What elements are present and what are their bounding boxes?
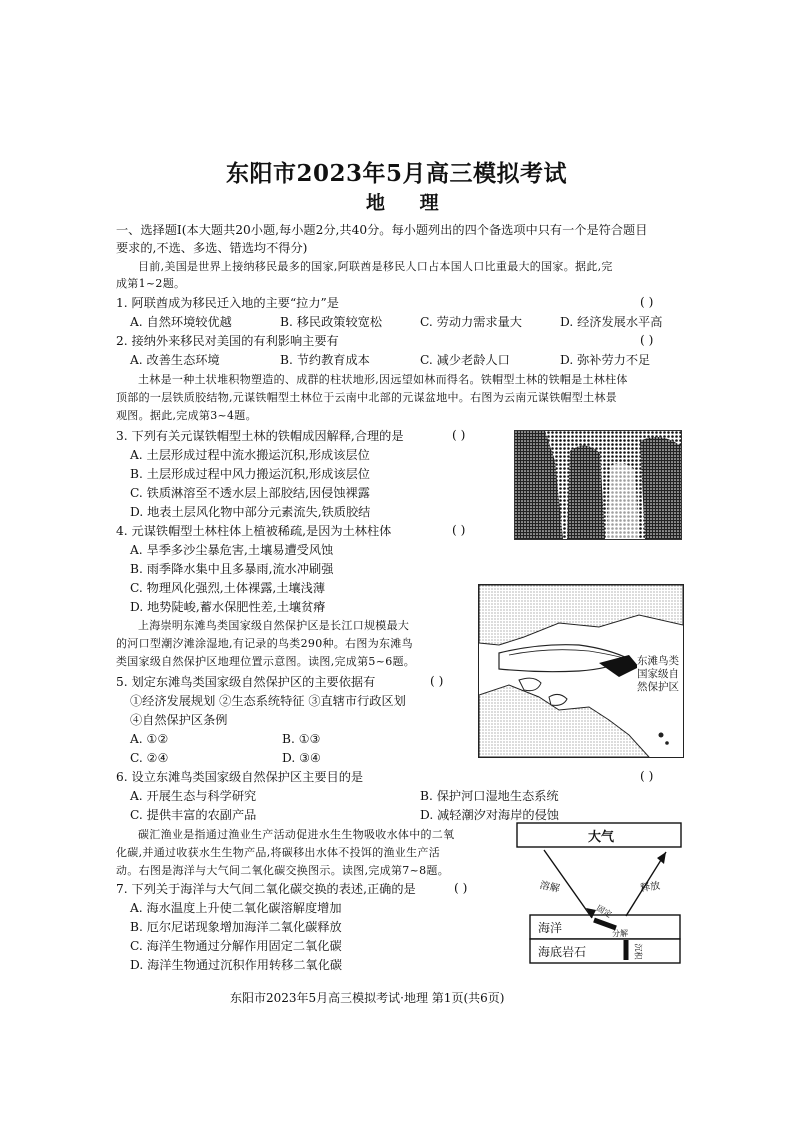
q4-option-a[interactable]: A. 旱季多沙尘暴危害,土壤易遭受风蚀 — [130, 543, 334, 557]
dissolve-label: 溶解 — [538, 879, 561, 895]
q5-items-line1: ①经济发展规划 ②生态系统特征 ③直辖市行政区划 — [130, 694, 406, 708]
map-reserve-label — [637, 655, 679, 694]
atmosphere-label: 大气 — [588, 830, 615, 845]
passage3-line2: 的河口型潮汐滩涂湿地,有记录的鸟类290种。右图为东滩鸟 — [116, 637, 413, 650]
q2-answer-blank[interactable]: ( ) — [640, 333, 654, 347]
seabed-label: 海底岩石 — [538, 945, 587, 959]
q3-answer-blank[interactable]: ( ) — [452, 428, 466, 442]
decompose-label: 分解 — [612, 929, 628, 938]
q7-option-b[interactable]: B. 厄尔尼诺现象增加海洋二氧化碳释放 — [130, 920, 342, 934]
map-label-line3: 然保护区 — [637, 681, 679, 693]
q6-option-a[interactable]: A. 开展生态与科学研究 — [130, 789, 257, 803]
passage2-line1: 土林是一种土状堆积物塑造的、成群的柱状地形,因远望如林而得名。铁帽型土林的铁帽是土林柱体 — [138, 373, 628, 386]
q5-stem: 5. 划定东滩鸟类国家级自然保护区的主要依据有 — [116, 675, 376, 689]
q2-option-d[interactable]: D. 弥补劳力不足 — [560, 353, 651, 367]
passage1-line1: 目前,美国是世界上接纳移民最多的国家,阿联酋是移民人口占本国人口比重最大的国家。据此,完 — [138, 260, 613, 273]
q7-option-c[interactable]: C. 海洋生物通过分解作用固定二氧化碳 — [130, 939, 342, 953]
q5-option-a[interactable]: A. ①② — [130, 732, 169, 746]
q6-answer-blank[interactable]: ( ) — [640, 769, 654, 783]
q4-answer-blank[interactable]: ( ) — [452, 523, 466, 537]
q2-option-b[interactable]: B. 节约教育成本 — [280, 353, 370, 367]
dongtan-location-map — [478, 584, 684, 758]
page-footer: 东阳市2023年5月高三模拟考试·地理 第1页(共6页) — [230, 991, 505, 1005]
q5-option-b[interactable]: B. ①③ — [282, 732, 321, 746]
q6-option-d[interactable]: D. 减轻潮汐对海岸的侵蚀 — [420, 808, 559, 822]
q3-option-d[interactable]: D. 地表土层风化物中部分元素流失,铁质胶结 — [130, 505, 371, 519]
q1-stem: 1. 阿联酋成为移民迁入地的主要“拉力”是 — [116, 296, 339, 310]
q3-stem: 3. 下列有关元谋铁帽型土林的铁帽成因解释,合理的是 — [116, 429, 404, 443]
q5-items-line2: ④自然保护区条例 — [130, 713, 228, 727]
passage4-line2: 化碳,并通过收获水生生物产品,将碳移出水体不投饵的渔业生产活 — [116, 846, 440, 859]
section-instructions-line1: 一、选择题Ⅰ(本大题共20小题,每小题2分,共40分。每小题列出的四个备选项中只有一个是符合题目 — [116, 223, 648, 237]
passage1-line2: 成第1~2题。 — [116, 277, 186, 290]
passage2-line3: 观图。据此,完成第3~4题。 — [116, 409, 257, 422]
passage4-line3: 动。右图是海洋与大气间二氧化碳交换图示。读图,完成第7~8题。 — [116, 864, 450, 877]
passage4-line1: 碳汇渔业是指通过渔业生产活动促进水生生物吸收水体中的二氧 — [138, 828, 455, 841]
q6-stem: 6. 设立东滩鸟类国家级自然保护区主要目的是 — [116, 770, 364, 784]
q7-answer-blank[interactable]: ( ) — [454, 881, 468, 895]
q4-option-d[interactable]: D. 地势陡峻,蓄水保肥性差,土壤贫瘠 — [130, 600, 326, 614]
q5-option-d[interactable]: D. ③④ — [282, 751, 321, 765]
q3-option-b[interactable]: B. 土层形成过程中风力搬运沉积,形成该层位 — [130, 467, 370, 481]
map-label-line2: 国家级自 — [637, 668, 679, 680]
ocean-label: 海洋 — [538, 921, 563, 935]
passage3-line1: 上海崇明东滩鸟类国家级自然保护区是长江口规模最大 — [138, 619, 410, 632]
q4-stem: 4. 元谋铁帽型土林柱体上植被稀疏,是因为土林柱体 — [116, 524, 392, 538]
q6-option-b[interactable]: B. 保护河口湿地生态系统 — [420, 789, 559, 803]
q5-answer-blank[interactable]: ( ) — [430, 674, 444, 688]
carbon-exchange-diagram — [516, 822, 682, 974]
q1-answer-blank[interactable]: ( ) — [640, 295, 654, 309]
q3-option-c[interactable]: C. 铁质淋溶至不透水层上部胶结,因侵蚀裸露 — [130, 486, 370, 500]
deposit-label: 沉积 — [633, 943, 643, 960]
q1-option-a[interactable]: A. 自然环境较优越 — [130, 315, 232, 329]
q2-option-a[interactable]: A. 改善生态环境 — [130, 353, 220, 367]
q3-option-a[interactable]: A. 土层形成过程中流水搬运沉积,形成该层位 — [130, 448, 370, 462]
q1-option-d[interactable]: D. 经济发展水平高 — [560, 315, 663, 329]
q5-option-c[interactable]: C. ②④ — [130, 751, 169, 765]
q4-option-b[interactable]: B. 雨季降水集中且多暴雨,流水冲刷强 — [130, 562, 334, 576]
page-title: 东阳市2023年5月高三模拟考试 — [226, 160, 568, 187]
q1-option-b[interactable]: B. 移民政策较宽松 — [280, 315, 383, 329]
fix-label: 固定 — [594, 903, 614, 920]
q1-option-c[interactable]: C. 劳动力需求量大 — [420, 315, 522, 329]
q6-option-c[interactable]: C. 提供丰富的农副产品 — [130, 808, 257, 822]
q7-stem: 7. 下列关于海洋与大气间二氧化碳交换的表述,正确的是 — [116, 882, 416, 896]
passage3-line3: 类国家级自然保护区地理位置示意图。读图,完成第5~6题。 — [116, 655, 416, 668]
release-label: 释放 — [639, 880, 661, 895]
map-label-line1: 东滩鸟类 — [637, 655, 679, 667]
q7-option-a[interactable]: A. 海水温度上升使二氧化碳溶解度增加 — [130, 901, 342, 915]
earth-forest-photo — [514, 430, 682, 540]
passage2-line2: 顶部的一层铁质胶结物,元谋铁帽型土林位于云南中北部的元谋盆地中。右图为云南元谋铁帽型土林景 — [116, 391, 617, 404]
section-instructions-line2: 要求的,不选、多选、错选均不得分) — [116, 241, 308, 255]
q4-option-c[interactable]: C. 物理风化强烈,土体裸露,土壤浅薄 — [130, 581, 326, 595]
q2-option-c[interactable]: C. 减少老龄人口 — [420, 353, 510, 367]
q7-option-d[interactable]: D. 海洋生物通过沉积作用转移二氧化碳 — [130, 958, 343, 972]
q2-stem: 2. 接纳外来移民对美国的有利影响主要有 — [116, 334, 339, 348]
subject-title: 地 理 — [366, 192, 453, 214]
